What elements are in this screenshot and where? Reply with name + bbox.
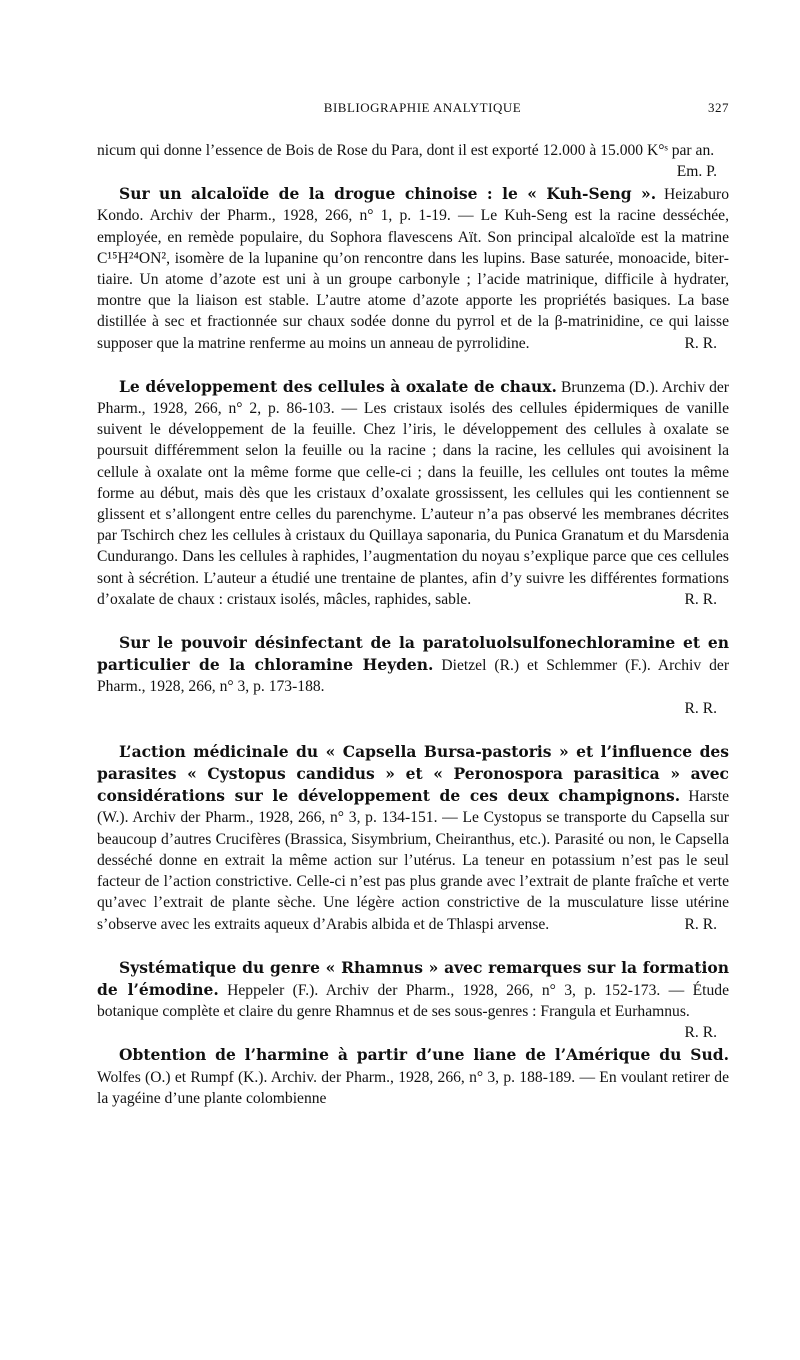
entry-signature: R. R.: [684, 1024, 717, 1042]
entry-text: Dietzel (R.) et Schlemmer (F.). Archiv der Pharm., 1928, 266, n° 3, p. 173-188.: [97, 657, 730, 696]
entry-signature: R. R.: [684, 699, 717, 717]
running-header: [97, 100, 729, 116]
entry-heading: Sur le pouvoir désinfectant de la paratoluolsulfonechloramine et en particulier de la chloramine Heyden.: [97, 633, 729, 675]
document-page: [97, 100, 729, 1131]
entry-capsella: [97, 741, 729, 935]
page-number: 327: [708, 100, 729, 115]
entry-heading: Obtention de l’harmine à partir d’une liane de l’Amérique du Sud.: [119, 1045, 729, 1065]
entry-heading: Le développement des cellules à oxalate de chaux.: [119, 376, 557, 396]
entry-harmine: [97, 1044, 729, 1109]
entry-heading: Sur un alcaloïde de la drogue chinoise : le « Kuh-Seng ».: [119, 184, 657, 204]
entry-text: Heppeler (F.). Archiv der Pharm., 1928, 266, n° 3, p. 152-173. — Étude botanique complète et claire du genre Rhamnus et de ses sous-genres : Frangula et Eurhamnus.: [97, 981, 730, 1021]
entry-heading: Systématique du genre « Rhamnus » avec remarques sur la formation de l’émodine.: [97, 957, 729, 999]
entry-signature: Em. P.: [676, 163, 717, 181]
header-title: BIBLIOGRAPHIE ANALYTIQUE: [323, 100, 522, 115]
entry-text: Wolfes (O.) et Rumpf (K.). Archiv. der Pharm., 1928, 266, n° 3, p. 188-189. — En voulant retirer de la yagéine d’une plante colombienne: [97, 1068, 729, 1107]
entry-signature: R. R.: [684, 590, 717, 608]
entry-rhamnus: [97, 957, 730, 1042]
entry-chloramine: [97, 632, 729, 719]
entry-heading: L’action médicinale du « Capsella Bursa-pastoris » et l’influence des parasites « Cystopus candidus » et « Peronospora parasitica » avec considérations sur le développement de ces deux champignons.: [97, 741, 729, 806]
entry-text: Heizaburo Kondo. Archiv der Pharm., 1928, 266, n° 1, p. 1-19. — Le Kuh-Seng est la racine desséchée, employée, en remède populaire, du Sophora flavescens Aït. Son principal alcaloïde est la matrine C¹⁵H²⁴ON², isomère de la lupanine qu’on rencontre dans les lupins. Base saturée, monoacide, bitertiaire. Un atome d’azote est uni à un groupe carbonyle ; l’acide matrinique, difficile à hydrater, montre que la liaison est stable. L’autre atome d’azote apporte les propriétés basiques. La base distillée à sec et fractionnée sur chaux sodée donne du pyrrol et de la β-matrinidine, ce qui laisse supposer que la matrine renferme au moins un anneau de pyrrolidine.: [97, 186, 729, 352]
entry-kuh-seng: [97, 183, 729, 354]
entry-text: Brunzema (D.). Archiv der Pharm., 1928, 266, n° 2, p. 86-103. — Les cristaux isolés des cellules épidermiques de vanille suivent le développement de la feuille. Chez l’iris, le développement des cellules à oxalate se poursuit différemment selon la feuille ou la racine ; dans la racine, les cellules qui avoisinent la cellule à oxalate ont la même forme que celle-ci ; dans la feuille, les cellules ont toutes la même forme au début, mais dès que les cristaux d’oxalate grossissent, les cellules qui les contiennent se glissent et s’allongent entre celles du parenchyme. L’auteur n’a pas observé les membranes décrites par Tschirch chez les cellules à cristaux du Quillaya saponaria, du Punica Granatum et du Marsdenia Cundurango. Dans les cellules à raphides, l’augmentation du noyau s’explique parce que ces cellules sont à sécrétion. L’auteur a étudié une trentaine de plantes, afin d’y suivre les différentes formations d’oxalate de chaux : cristaux isolés, mâcles, raphides, sable.: [97, 378, 729, 608]
entry-text: Harste (W.). Archiv der Pharm., 1928, 266, n° 3, p. 134-151. — Le Cystopus se transporte du Capsella sur beaucoup d’autres Crucifères (Brassica, Sisymbrium, Cheiranthus, etc.). Parasité ou non, le Capsella desséché donne en extrait la même action sur l’utérus. La teneur en potassium n’est pas le seul facteur de l’action constrictive. Celle-ci n’est pas plus grande avec l’extrait de plante fraîche et verte qu’avec l’extrait de plante sèche. Une légère action constrictive de la musculature lisse utérine s’observe avec les extraits aqueux d’Arabis albida et de Thlaspi arvense.: [97, 788, 730, 933]
entry-signature: R. R.: [684, 915, 717, 933]
entry-text: nicum qui donne l’essence de Bois de Rose du Para, dont il est exporté 12.000 à 15.000 K°ˢ par an.: [97, 142, 715, 159]
entry-oxalate: [97, 376, 729, 610]
entry-continuation: [97, 140, 729, 181]
entry-signature: R. R.: [684, 334, 717, 352]
